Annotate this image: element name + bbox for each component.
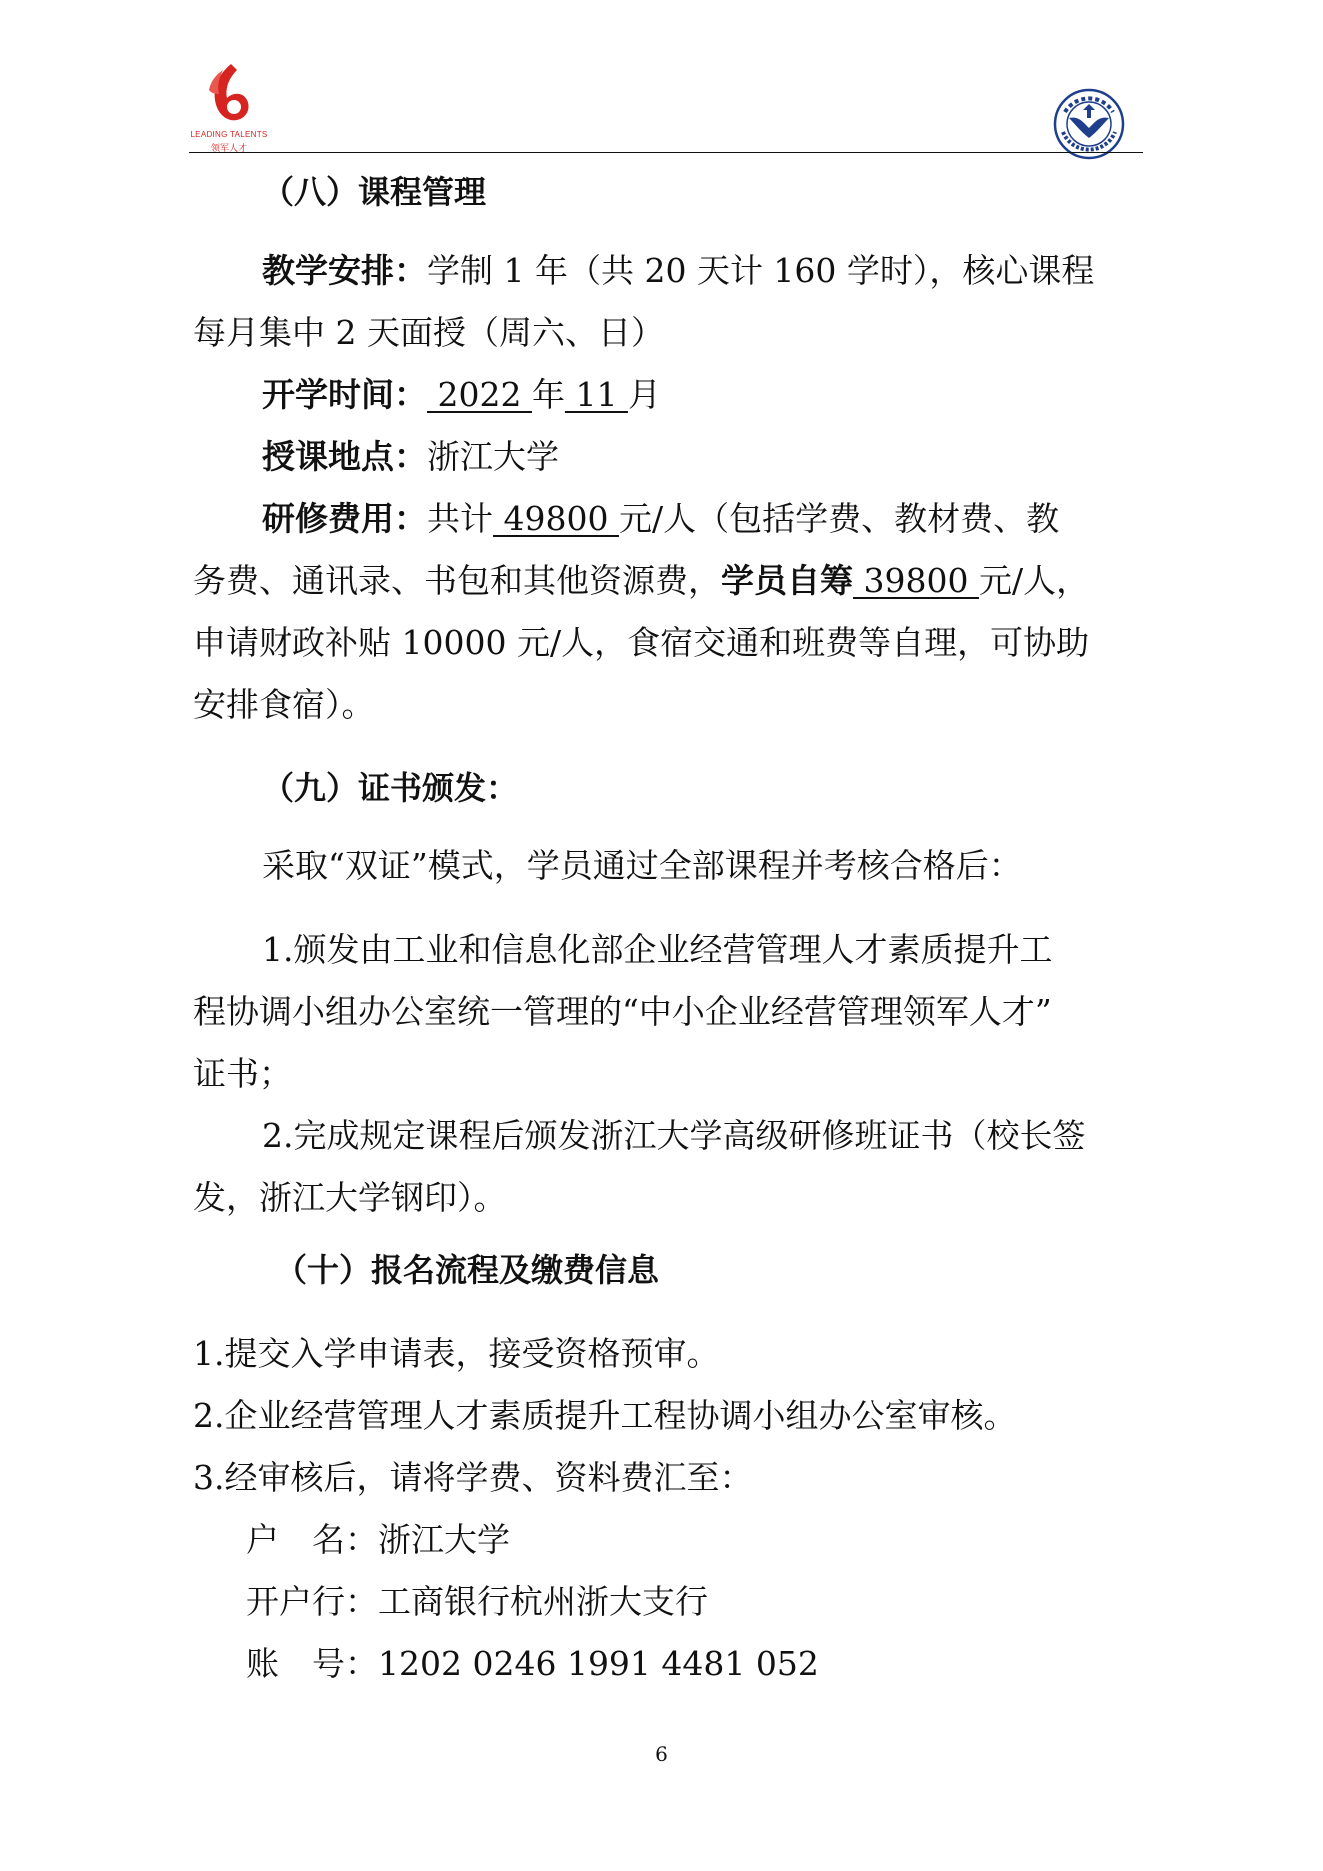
- start-year-unit: 年: [531, 375, 565, 414]
- certificate-item-2-line-2: 发，浙江大学钢印）。: [193, 1178, 507, 1217]
- schedule-text-1: 学制 1 年（共 20 天计 160 学时），核心课程: [427, 251, 1095, 290]
- step-2: 2.企业经营管理人才素质提升工程协调小组办公室审核。: [193, 1396, 1017, 1435]
- fee-label: 研修费用：: [262, 499, 427, 538]
- certificate-item-2-line-1: 2.完成规定课程后颁发浙江大学高级研修班证书（校长签: [262, 1116, 1086, 1155]
- location-line: [262, 437, 559, 477]
- leading-talents-logo: LEADING TALENTS 领军人才: [189, 60, 269, 156]
- fee-text-d: 元/人，: [978, 561, 1090, 600]
- fee-line-1: [262, 499, 1059, 539]
- schedule-label: 教学安排：: [262, 251, 427, 290]
- start-time-label: 开学时间：: [262, 375, 427, 414]
- zhejiang-university-emblem: [1053, 88, 1125, 160]
- section-10-heading: （十）报名流程及缴费信息: [275, 1251, 660, 1289]
- step-3: 3.经审核后，请将学费、资料费汇至：: [193, 1458, 753, 1497]
- start-month-value: 11: [564, 375, 628, 414]
- section-9-heading: （九）证书颁发：: [262, 769, 519, 807]
- fee-text-b: 元/人（包括学费、教材费、教: [618, 499, 1060, 538]
- zju-seal-icon: [1053, 88, 1125, 160]
- step-1: 1.提交入学申请表，接受资格预审。: [193, 1334, 720, 1373]
- certificate-item-1-line-2: 程协调小组办公室统一管理的“中小企业经营管理领军人才”: [193, 992, 1052, 1031]
- account-number: 账 号：1202 0246 1991 4481 052: [246, 1644, 819, 1683]
- certificate-item-1-line-3: 证书；: [193, 1054, 292, 1093]
- page-header: [189, 60, 1143, 160]
- section-8-heading: （八）课程管理: [262, 173, 487, 211]
- account-name: 户 名：浙江大学: [246, 1520, 510, 1559]
- location-value: 浙江大学: [427, 437, 559, 476]
- start-year-value: 2022: [427, 375, 532, 414]
- fee-text-a: 共计: [427, 499, 493, 538]
- bank-name: 开户行：工商银行杭州浙大支行: [246, 1582, 708, 1621]
- fee-line-3: 申请财政补贴 10000 元/人，食宿交通和班费等自理，可协助: [193, 623, 1090, 662]
- self-funded-label: 学员自筹: [721, 561, 853, 600]
- header-divider: [189, 152, 1143, 153]
- fee-line-4: 安排食宿）。: [193, 685, 375, 724]
- start-time-line: [262, 375, 661, 415]
- schedule-line-2: 每月集中 2 天面授（周六、日）: [193, 313, 664, 352]
- certificate-intro: 采取“双证”模式，学员通过全部课程并考核合格后：: [262, 846, 1022, 885]
- fee-total-amount: 49800: [493, 499, 619, 538]
- schedule-line-1: [262, 251, 1094, 291]
- page-number: 6: [655, 1742, 668, 1766]
- start-month-unit: 月: [627, 375, 661, 414]
- flame-six-icon: [201, 60, 259, 130]
- certificate-item-1-line-1: 1.颁发由工业和信息化部企业经营管理人才素质提升工: [262, 930, 1053, 969]
- location-label: 授课地点：: [262, 437, 427, 476]
- fee-line-2: [193, 561, 1089, 601]
- self-funded-amount: 39800: [853, 561, 979, 600]
- fee-text-c: 务费、通讯录、书包和其他资源费，: [193, 561, 721, 600]
